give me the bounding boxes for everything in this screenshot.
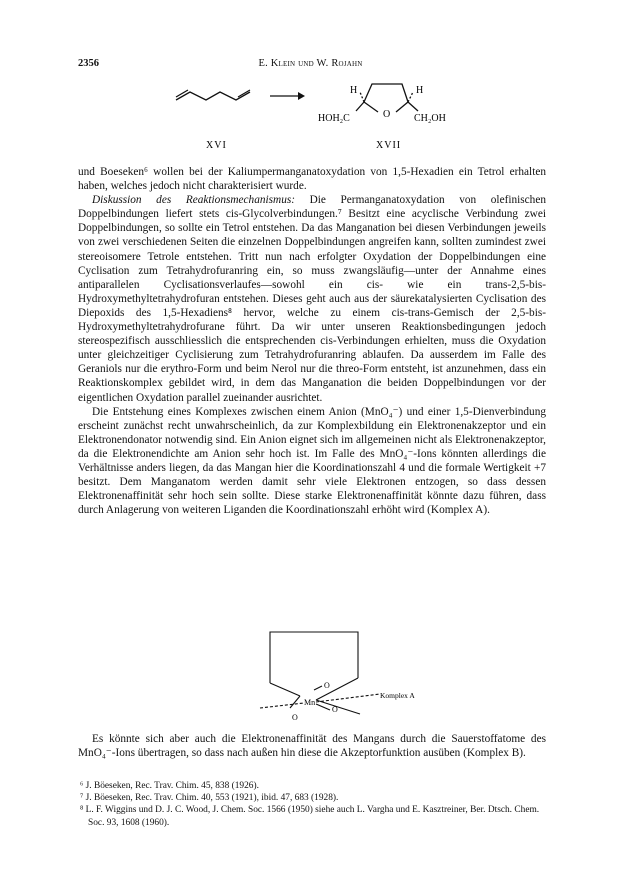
main-text-continued [78, 732, 546, 760]
reaction-scheme [140, 80, 500, 160]
reaction-arrow [270, 92, 305, 100]
footnote: ⁸ L. F. Wiggins und D. J. C. Wood, J. Chem. Soc. 1566 (1950) siehe auch L. Vargha und E. Kasztreiner, Ber. Dtsch. Chem. Soc. 93, 1608 (1960). [80, 805, 540, 828]
running-header [78, 58, 543, 72]
atom-h-right: H [416, 85, 424, 96]
hexadiene-structure [176, 90, 250, 100]
paragraph [78, 193, 546, 404]
paragraph: Die Entstehung eines Komplexes zwischen einem Anion (MnO₄⁻) und einer 1,5-Dienverbindung erscheint zunächst recht unwahrscheinlich, da zur Komplexbildung ein Elektronenakzeptor und ein Elektronendonator notwendig sind. Ein Anion eignet sich im allgemeinen nicht als Elektronenakzeptor, da die Elektronendichte am Anion sehr hoch ist. Im Falle des MnO₄⁻-Ions könnten allerdings die Verhältnisse anders liegen, da das Mangan hier die Koordinationszahl 4 und die formale Wertigkeit +7 besitzt. Dem Manganatom werden damit sehr viele Elektronen entzogen, so dass dessen Elektronenaffinität sehr hoch sein sollte. Diese starke Elektronenaffinität könnte dazu führen, dass durch Anlagerung von weiteren Liganden die Koordinationszahl erhöht wird (Komplex A). [78, 405, 546, 517]
oxygen-atom-right: O [332, 705, 338, 714]
paragraph-text: Die Permanganatoxydation von olefinischen Doppelbindungen liefert stets cis-Glycolverbindungen.⁷ Besitzt eine acyclische Verbindung zwei Doppelbindungen, so sollte ein Tetrol entstehen. Da das Manganation bei diesen Verbindungen jeweils von zwei verschiedenen Seiten die einzelnen Doppelbindungen angreifen kann, sollten zumindest zwei stereoisomere Tetrole entstehen. Tritt nun nach erfolgter Oxydation der Doppelbindungen eine Cyclisation zum Tetrahydrofuranring ein, so muss zwangsläufig—unter der Annahme eines antiparallelen Cyclisationsverlaufes—sowohl ein cis- wie ein trans-2,5-bis-Hydroxymethyltetrahydrofuran entstehen. Dieses geht auch aus der säurekatalysierten Cyclisation des Diepoxids des 1,5-Hexadiens⁸ hervor, welche zu einem cis-trans-Gemisch der 2,5-bis-Hydroxymethyltetrahydrofurane führt. Da wir unter unseren Reaktionsbedingungen jedoch stereospezifisch ausschliesslich die entsprechenden cis-Verbindungen erhielten, muss die Oxydation unter gleichzeitiger Cyclisierung zum Tetrahydrofuranring ablaufen. Da ausserdem im Falle des Geraniols nur die erythro-Form und beim Nerol nur die threo-Form entsteht, ist anzunehmen, dass ein Reaktionskomplex gebildet wird, in dem das Manganation die beiden Doppelbindungen vor der eigentlichen Oxydation parallel zueinander ausrichtet. [78, 194, 546, 404]
tetrahydrofuran-structure [356, 84, 418, 112]
figure-label: Komplex A [380, 691, 415, 700]
footnote: ⁶ J. Böeseken, Rec. Trav. Chim. 45, 838 (1926). [80, 781, 259, 791]
complex-a-drawing [230, 628, 460, 728]
atom-h-left: H [350, 85, 358, 96]
footnote: ⁷ J. Böeseken, Rec. Trav. Chim. 40, 553 (1921), ibid. 47, 683 (1928). [80, 793, 339, 804]
compound-label-xvi: XVI [206, 140, 227, 151]
oxygen-atom-top: O [324, 681, 330, 690]
section-heading: Diskussion des Reaktionsmechanismus: [92, 194, 296, 207]
paragraph: Es könnte sich aber auch die Elektronenaffinität des Mangans durch die Sauerstoffatome des MnO₄⁻-Ions übertragen, so dass nach außen hin diese die Akzeptorfunktion ausüben (Komplex B). [78, 733, 546, 760]
main-text [78, 165, 546, 517]
left-substituent: HOH₂C [318, 113, 350, 124]
right-substituent: CH₂OH [414, 113, 446, 124]
paragraph: und Boeseken⁶ wollen bei der Kaliumpermanganatoxydation von 1,5-Hexadien ein Tetrol erhalten haben, welches jedoch nicht charakterisiert wurde. [78, 166, 546, 193]
compound-label-xvii: XVII [376, 140, 402, 151]
footnotes [78, 780, 546, 829]
reaction-scheme-drawing [140, 80, 500, 160]
page-number: 2356 [78, 58, 99, 69]
complex-a-figure [230, 628, 460, 728]
running-authors: E. Klein und W. Rojahn [258, 58, 363, 69]
manganese-atom: Mn [304, 698, 316, 707]
oxygen-atom-bottom: O [292, 713, 298, 722]
ring-oxygen: O [383, 109, 391, 120]
